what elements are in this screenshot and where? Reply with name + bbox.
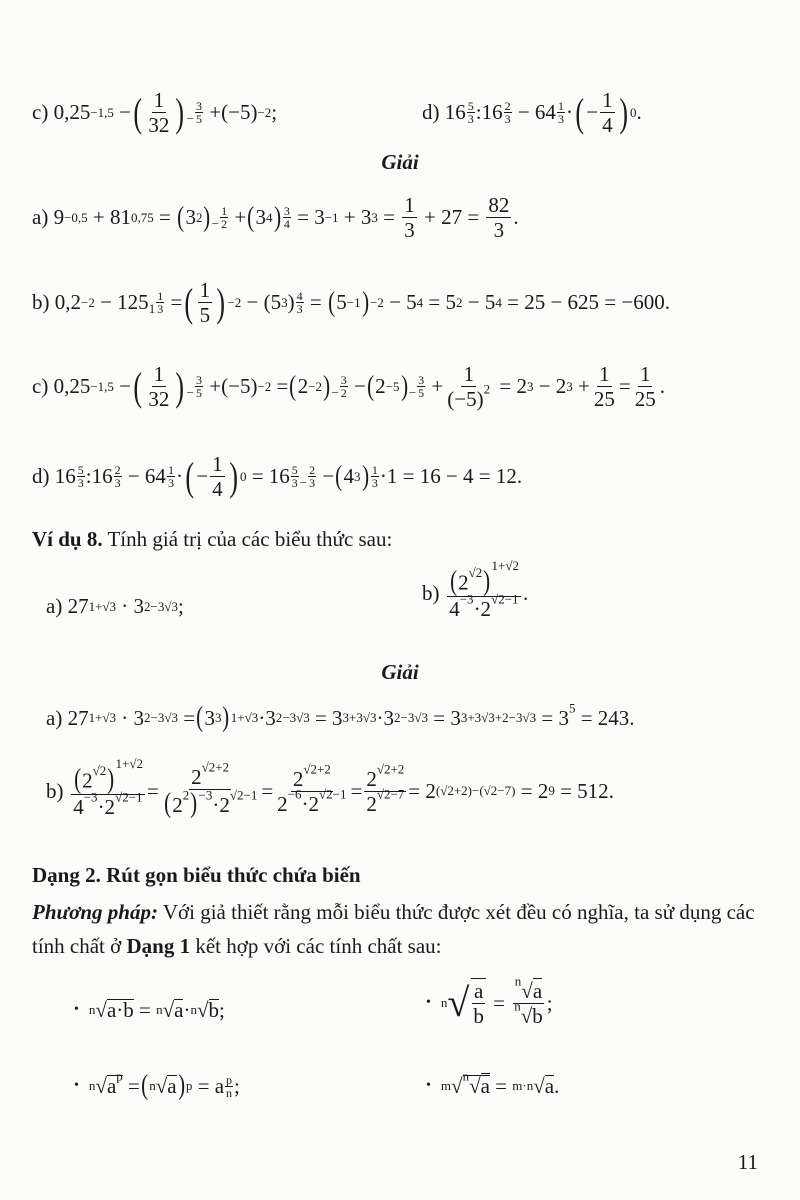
page-number: 11 — [737, 1150, 758, 1174]
problem-c: c) 0,25 −1,5 − ( $\frac{1}{32}$ ) − $\frac{3}{5}$ +(−5) −2 ; — [32, 88, 278, 138]
problem-d: d) 16 $\frac{5}{3}$ :16 $\frac{2}{3}$ − 64 $\frac{1}{3}$ · ( − $\frac{1}{4}$ ) 0 . — [422, 88, 642, 138]
example-8-b: b) $\frac{(2^{√2})^{1+√2}}{4^{-3}\cdot 2^{√2-1}}$ . — [422, 558, 529, 621]
property-3: • n √ $a^p$ = ( n √ a ) p = a $\frac{p}{n}$ ; — [74, 1068, 240, 1101]
solution-c: c) 0,25 −1,5 − ( $\frac{1}{32}$ ) − $\frac{3}{5}$ +(−5) −2 = ( 2 −2 ) − $\frac{3}{2}$ − ( 2 −5 ) − $\frac{3}{5}$ + $\frac{1}{(-5)^2}$ = 2 3 − 2 3 + $\frac{1}{25}$ = $\frac{1}{25}$ . — [32, 362, 665, 412]
solution-d: d) 16 $\frac{5}{3}$ :16 $\frac{2}{3}$ − 64 $\frac{1}{3}$ · ( − $\frac{1}{4}$ ) 0 = 16 $\frac{5}{3}$ − $\frac{2}{3}$ − ( 4 3 ) $\frac{1}{3}$ ·1 = 16 − 4 = 12. — [32, 452, 523, 502]
property-1: • n √ a·b = n √ a · n √ b ; — [74, 997, 225, 1022]
property-4: • m √ $^n$√a = m·n √ a . — [426, 1068, 560, 1098]
example-8-solution-a: a) 27 1+√3 · 3 2−3√3 = ( 3 3 ) 1+√3 ·3 2−3√3 = 3 3+3√3 ·3 2−3√3 = 3 3+3√3+2−3√3 = $3^5 = 243$. — [46, 700, 635, 733]
example-8-a: a) 27 1+√3 · 3 2−3√3 ; — [46, 594, 184, 618]
solution-heading-1: Giải — [381, 150, 419, 174]
solution-b: b) 0,2 −2 − 125 1 $\frac{1}{3}$ = ( $\frac{1}{5}$ ) −2 − (5 3 ) $\frac{4}{3}$ = ( 5 −1 ) −2 − 5 4 = 5 2 − 5 4 = 25 − 625 = −600. — [32, 278, 670, 328]
example-8-solution-b: b) $\frac{(2^{√2})^{1+√2}}{4^{-3}\cdot 2^{√2-1}}$ = $\frac{2^{√2+2}}{(2^2)^{-3}\cdot 2^{√2-1}}$ = $\frac{2^{√2+2}}{2^{-6}\cdot 2^{√2-1}}$ = $\frac{2^{√2+2}}{2^{√2-7}}$ = 2 (√2+2)−(√2−7) = 2 9 = 512. — [46, 756, 614, 819]
property-2: • n √ $\frac{a}{b}$ = $\frac{^n√a}{^n√b}$ ; — [426, 973, 553, 1029]
solution-heading-2: Giải — [381, 660, 419, 684]
example-8-statement: Ví dụ 8. Tính giá trị của các biểu thức sau: — [32, 527, 393, 551]
solution-a: a) 9 −0,5 + 81 0,75 = ( 3 2 ) − $\frac{1}{2}$ + ( 3 4 ) $\frac{3}{4}$ = 3 −1 + 3 3 = $\frac{1}{3}$ + 27 = $\frac{82}{3}$ . — [32, 193, 519, 243]
method-paragraph: Phương pháp: Với giả thiết rằng mỗi biểu thức được xét đều có nghĩa, ta sử dụng các tính chất ở Dạng 1 kết hợp với các tính chất sau: — [32, 900, 755, 958]
section-title-dang-2: Dạng 2. Rút gọn biểu thức chứa biến — [32, 863, 361, 887]
